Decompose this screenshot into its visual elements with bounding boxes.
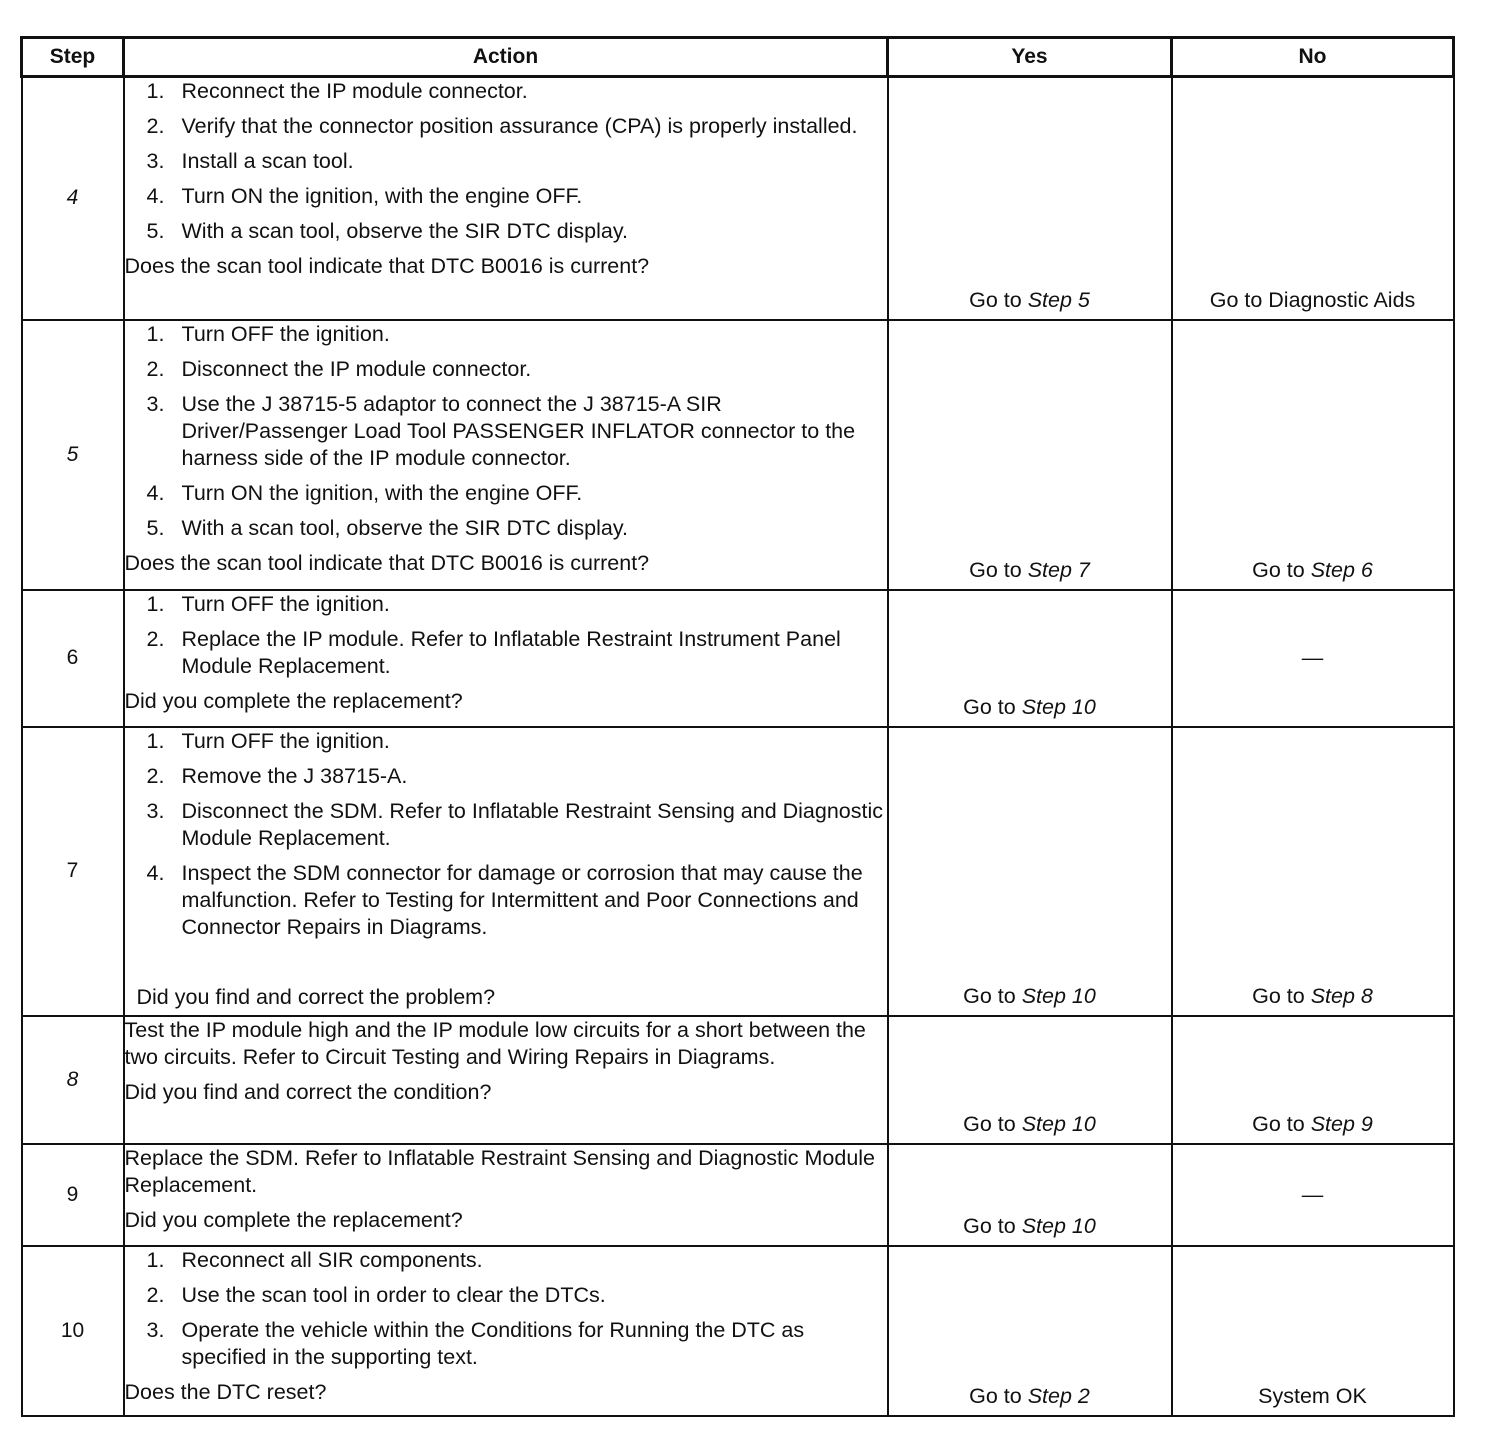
table-row <box>22 1016 1454 1144</box>
action-list <box>125 78 887 245</box>
action-cell <box>124 727 888 1016</box>
yes-cell: Go to Step 10 <box>888 1016 1172 1144</box>
list-item: 4. Turn ON the ignition, with the engine OFF. <box>146 184 583 208</box>
yes-cell: Go to Step 10 <box>888 590 1172 727</box>
header-step: Step <box>22 38 124 77</box>
no-cell: Go to Step 6 <box>1172 320 1454 590</box>
table-row <box>22 727 1454 1016</box>
question: Did you complete the replacement? <box>124 1207 463 1232</box>
header-no: No <box>1172 38 1454 77</box>
list-item: 2. Replace the IP module. Refer to Inflatable Restraint Instrument Panel Module Replacement. <box>146 626 841 678</box>
no-cell <box>1172 1246 1454 1416</box>
action-cell <box>124 77 888 320</box>
action-list <box>125 728 887 941</box>
step-link[interactable]: Step 7 <box>1027 557 1090 582</box>
step-number: 10 <box>22 1246 124 1416</box>
question: Does the DTC reset? <box>124 1379 327 1404</box>
no-cell: Go to Step 9 <box>1172 1016 1454 1144</box>
list-item: 1. Reconnect the IP module connector. <box>146 79 528 103</box>
table-row <box>22 1246 1454 1416</box>
action-cell <box>124 1144 888 1246</box>
step-number: 9 <box>22 1144 124 1246</box>
no-result: — <box>1301 645 1324 670</box>
action-list <box>125 321 887 542</box>
step-link[interactable]: Step 9 <box>1310 1111 1373 1136</box>
no-cell <box>1172 1144 1454 1246</box>
list-item: 3. Use the J 38715-5 adaptor to connect the J 38715-A SIR Driver/Passenger Load Tool PASSENGER INFLATOR connector to the harness side of the IP module connector. <box>146 391 856 470</box>
list-item: 2. Disconnect the IP module connector. <box>146 356 532 381</box>
step-link[interactable]: Step 8 <box>1310 983 1373 1008</box>
no-result: System OK <box>1258 1383 1367 1408</box>
yes-cell: Go to Step 10 <box>888 727 1172 1016</box>
table-row <box>22 320 1454 590</box>
list-item: 4. Turn ON the ignition, with the engine OFF. <box>146 480 583 505</box>
step-link[interactable]: Step 10 <box>1021 983 1096 1008</box>
question: Did you find and correct the condition? <box>124 1079 492 1104</box>
no-cell <box>1172 590 1454 727</box>
list-item: 2. Remove the J 38715-A. <box>146 763 408 788</box>
list-item: 3. Disconnect the SDM. Refer to Inflatable Restraint Sensing and Diagnostic Module Replacement. <box>146 798 884 850</box>
list-item: 2. Use the scan tool in order to clear the DTCs. <box>146 1282 606 1307</box>
step-number: 4 <box>22 77 124 320</box>
action-cell <box>124 590 888 727</box>
table-row <box>22 77 1454 320</box>
action-paragraph: Replace the SDM. Refer to Inflatable Restraint Sensing and Diagnostic Module Replacement. <box>124 1145 876 1197</box>
step-number: 8 <box>22 1016 124 1144</box>
yes-cell: Go to Step 5 <box>888 77 1172 320</box>
step-link[interactable]: Step 10 <box>1021 1213 1096 1238</box>
step-number: 6 <box>22 590 124 727</box>
yes-cell: Go to Step 2 <box>888 1246 1172 1416</box>
question: Did you find and correct the problem? <box>136 984 496 1009</box>
step-number: 5 <box>22 320 124 590</box>
diagnostic-table <box>20 36 1455 1417</box>
table-row <box>22 590 1454 727</box>
list-item: 1. Turn OFF the ignition. <box>146 591 390 616</box>
question: Did you complete the replacement? <box>124 688 463 713</box>
list-item: 5. With a scan tool, observe the SIR DTC display. <box>146 219 629 243</box>
list-item: 2. Verify that the connector position assurance (CPA) is properly installed. <box>146 114 858 138</box>
step-link[interactable]: Step 5 <box>1027 287 1090 312</box>
no-cell: Go to Diagnostic Aids <box>1172 77 1454 320</box>
list-item: 1. Turn OFF the ignition. <box>146 728 390 753</box>
action-cell <box>124 320 888 590</box>
step-link[interactable]: Step 10 <box>1021 1111 1096 1136</box>
header-row <box>22 38 1454 77</box>
list-item: 3. Install a scan tool. <box>146 149 354 173</box>
yes-cell: Go to Step 10 <box>888 1144 1172 1246</box>
question: Does the scan tool indicate that DTC B0016 is current? <box>124 254 650 278</box>
header-yes: Yes <box>888 38 1172 77</box>
step-link[interactable]: Step 10 <box>1021 694 1096 719</box>
list-item: 3. Operate the vehicle within the Conditions for Running the DTC as specified in the supporting text. <box>146 1317 805 1369</box>
action-cell <box>124 1016 888 1144</box>
action-list <box>125 591 887 680</box>
list-item: 1. Reconnect all SIR components. <box>146 1247 483 1272</box>
action-cell <box>124 1246 888 1416</box>
step-number: 7 <box>22 727 124 1016</box>
step-link[interactable]: Step 6 <box>1310 557 1373 582</box>
no-cell: Go to Step 8 <box>1172 727 1454 1016</box>
step-link[interactable]: Step 2 <box>1027 1383 1090 1408</box>
yes-cell: Go to Step 7 <box>888 320 1172 590</box>
no-result: — <box>1301 1182 1324 1206</box>
question: Does the scan tool indicate that DTC B0016 is current? <box>124 550 650 575</box>
list-item: 1. Turn OFF the ignition. <box>146 321 390 346</box>
table-row <box>22 1144 1454 1246</box>
action-paragraph: Test the IP module high and the IP module low circuits for a short between the two circuits. Refer to Circuit Testing and Wiring Repairs in Diagrams. <box>124 1017 866 1069</box>
list-item: 5. With a scan tool, observe the SIR DTC display. <box>146 515 629 540</box>
action-list <box>125 1247 887 1371</box>
list-item: 4. Inspect the SDM connector for damage or corrosion that may cause the malfunction. Refer to Testing for Intermittent and Poor Connections and Connector Repairs in Diagrams. <box>146 860 863 939</box>
header-action: Action <box>124 38 888 77</box>
